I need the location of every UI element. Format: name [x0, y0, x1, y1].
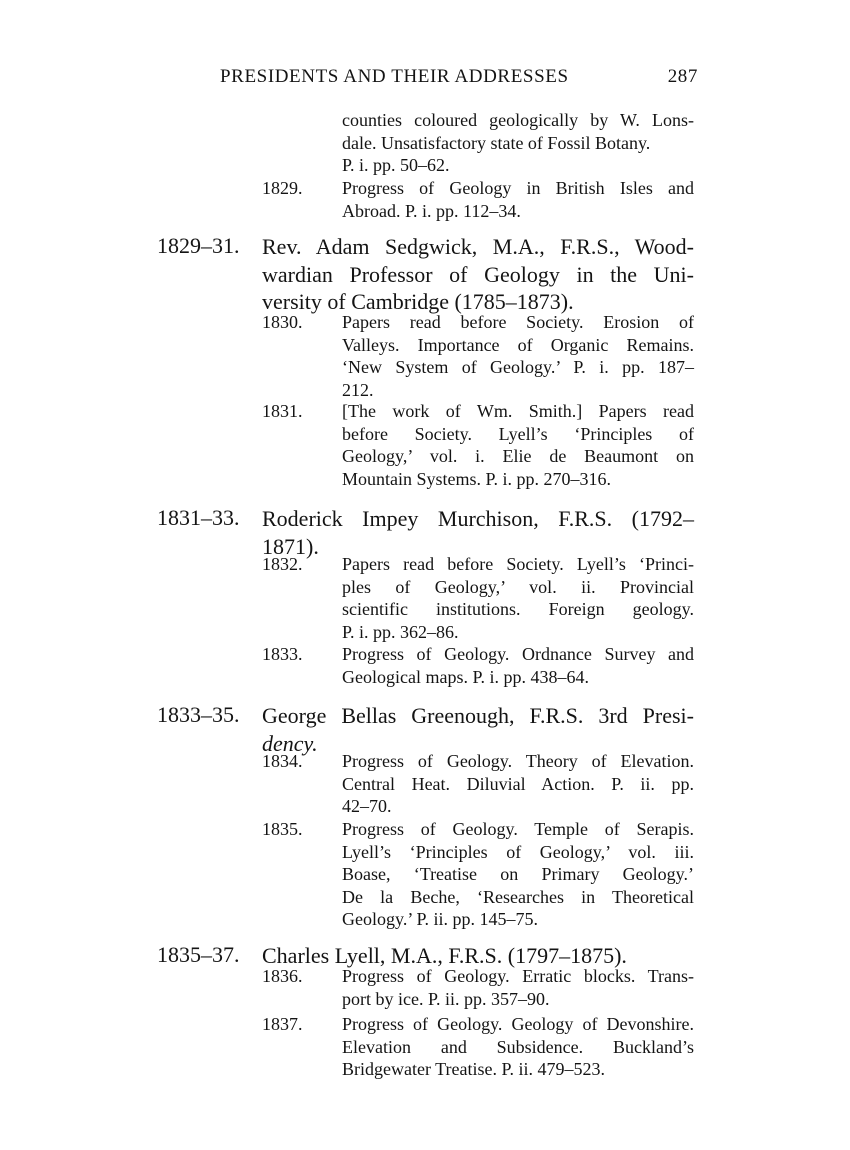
text-line: ples of Geology,’ vol. ii. Provincial: [342, 576, 694, 597]
page-number: 287: [667, 66, 698, 87]
address-text: [342, 643, 694, 688]
text-line: Roderick Impey Murchison, F.R.S. (1792–: [262, 506, 694, 531]
text-line: wardian Professor of Geology in the Uni-: [262, 261, 694, 287]
address-year: 1831.: [262, 401, 303, 421]
address-text: [342, 1013, 694, 1081]
address-year: 1834.: [262, 751, 303, 771]
presidency-years: 1835–37.: [157, 942, 240, 967]
president-name: [262, 702, 694, 757]
address-year: 1832.: [262, 554, 303, 574]
text-line: Lyell’s ‘Principles of Geology,’ vol. iii.: [342, 841, 694, 862]
presidency-years: 1833–35.: [157, 702, 240, 727]
address-text: [342, 311, 694, 401]
text-line: port by ice. P. ii. pp. 357–90.: [342, 988, 550, 1009]
text-line: Rev. Adam Sedgwick, M.A., F.R.S., Wood-: [262, 234, 694, 259]
text-line: before Society. Lyell’s ‘Principles of: [342, 423, 694, 444]
address-year: 1837.: [262, 1014, 303, 1034]
address-text: [342, 750, 694, 818]
text-line: Papers read before Society. Lyell’s ‘Princi-: [342, 554, 694, 574]
address-text: [342, 553, 694, 643]
text-line: Progress of Geology. Ordnance Survey and: [342, 644, 694, 664]
text-line: Geology,’ vol. i. Elie de Beaumont on: [342, 446, 694, 466]
address-year: 1833.: [262, 644, 303, 664]
text-line: Progress of Geology. Temple of Serapis.: [342, 819, 694, 839]
text-line: dale. Unsatisfactory state of Fossil Botany.: [342, 132, 651, 153]
address-text: [342, 177, 694, 222]
text-line: Papers read before Society. Erosion of: [342, 312, 694, 332]
text-line: De la Beche, ‘Researches in Theoretical: [342, 886, 694, 907]
text-line: 1871).: [262, 533, 319, 559]
text-line: Geological maps. P. i. pp. 438–64.: [342, 666, 589, 687]
president-name: [262, 505, 694, 560]
text-line: 42–70.: [342, 796, 392, 816]
text-line: George Bellas Greenough, F.R.S. 3rd Presi-: [262, 703, 694, 728]
presidency-years: 1831–33.: [157, 505, 240, 530]
text-line: ‘New System of Geology.’ P. i. pp. 187–: [342, 357, 694, 377]
text-line: Valleys. Importance of Organic Remains.: [342, 334, 694, 355]
text-line: counties coloured geologically by W. Lons-: [342, 110, 694, 130]
text-line: Progress of Geology. Erratic blocks. Trans-: [342, 966, 694, 986]
address-year: 1830.: [262, 312, 303, 332]
text-line: Elevation and Subsidence. Buckland’s: [342, 1036, 694, 1057]
text-line: Mountain Systems. P. i. pp. 270–316.: [342, 468, 612, 489]
address-text: [342, 965, 694, 1010]
presidency-years: 1829–31.: [157, 233, 240, 258]
text-line: P. i. pp. 50–62.: [342, 155, 450, 175]
president-name: [262, 233, 694, 316]
text-line: 212.: [342, 379, 374, 400]
text-line: Charles Lyell, M.A., F.R.S. (1797–1875).: [262, 943, 627, 968]
address-year: 1836.: [262, 966, 303, 986]
text-line: Progress of Geology. Theory of Elevation.: [342, 751, 694, 771]
text-line: Boase, ‘Treatise on Primary Geology.’: [342, 864, 694, 884]
address-text: [342, 400, 694, 490]
address-text: [342, 109, 694, 177]
address-year: 1835.: [262, 819, 303, 839]
text-line: [The work of Wm. Smith.] Papers read: [342, 401, 694, 421]
address-year: 1829.: [262, 178, 303, 198]
text-line: Bridgewater Treatise. P. ii. 479–523.: [342, 1059, 605, 1079]
text-line: Geology.’ P. ii. pp. 145–75.: [342, 909, 538, 929]
text-line: Progress of Geology in British Isles and: [342, 178, 694, 198]
text-line: dency.: [262, 730, 318, 756]
text-line: Abroad. P. i. pp. 112–34.: [342, 200, 521, 221]
running-title: PRESIDENTS AND THEIR ADDRESSES: [220, 66, 569, 87]
text-line: scientific institutions. Foreign geology.: [342, 599, 694, 619]
text-line: versity of Cambridge (1785–1873).: [262, 289, 574, 314]
text-line: P. i. pp. 362–86.: [342, 621, 459, 642]
text-line: Central Heat. Diluvial Action. P. ii. pp.: [342, 773, 694, 794]
address-text: [342, 818, 694, 931]
text-line: Progress of Geology. Geology of Devonshire.: [342, 1014, 694, 1034]
